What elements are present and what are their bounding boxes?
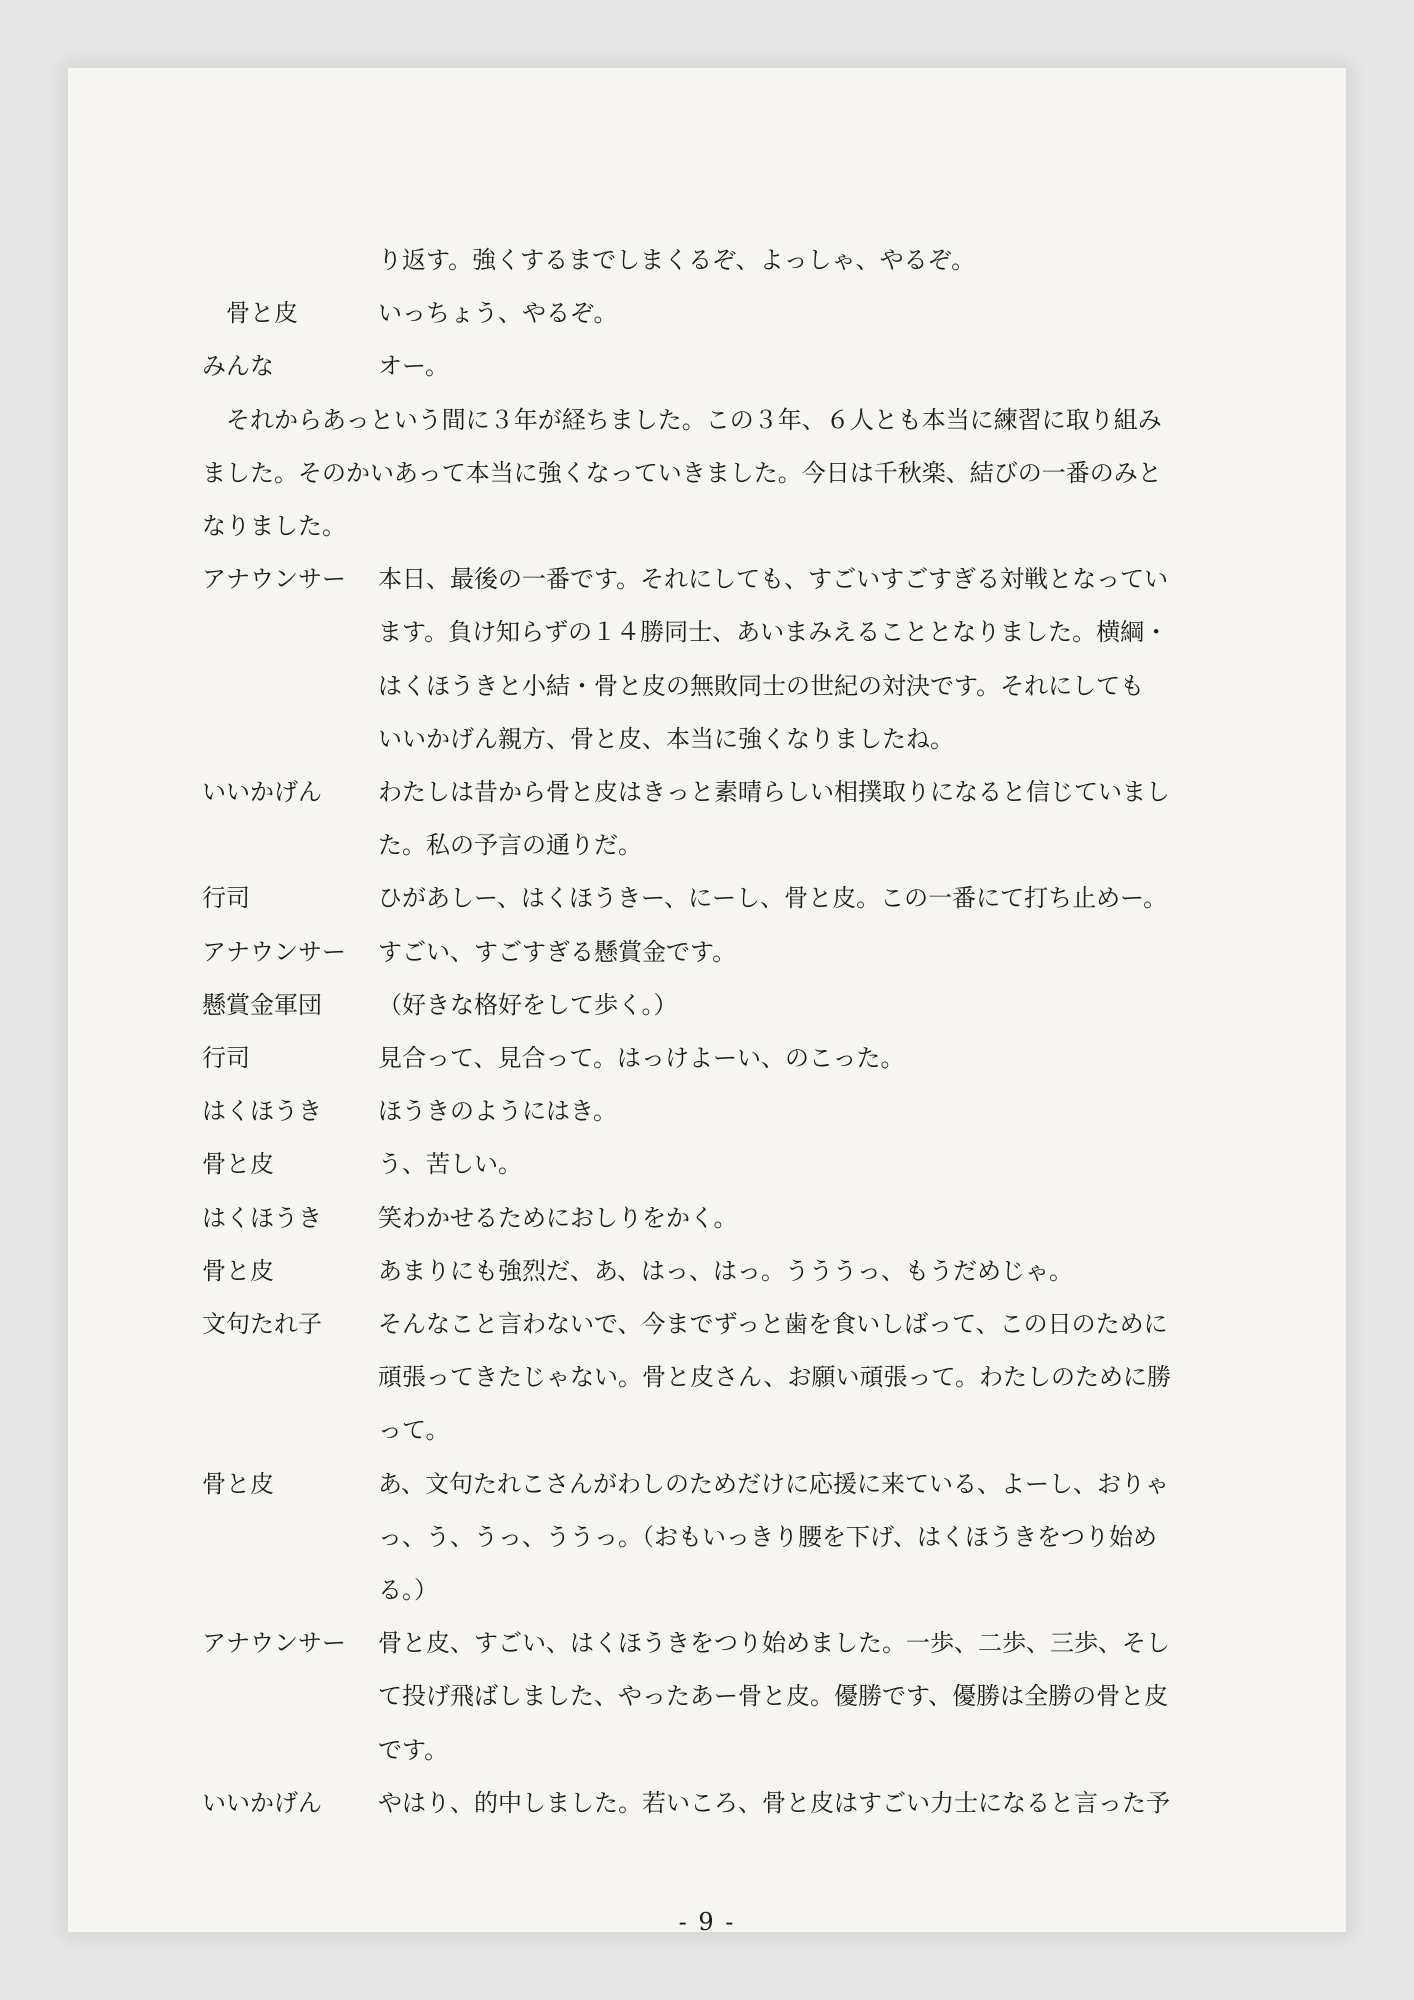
speaker-name: 文句たれ子 (202, 1310, 322, 1338)
dialogue-text: （好きな格好をして歩く。） (378, 990, 678, 1019)
dialogue-text: う、苦しい。 (378, 1150, 522, 1179)
script-line (68, 1298, 1346, 1351)
speaker-name: はくほうき (202, 1203, 322, 1232)
script-line (68, 287, 1346, 340)
speaker-name: みんな (202, 352, 274, 381)
dialogue-text: って。 (378, 1416, 450, 1445)
speaker-name: アナウンサー (202, 1629, 346, 1658)
script-line (68, 766, 1346, 819)
script-line (68, 340, 1346, 393)
script-line (68, 660, 1346, 713)
dialogue-text: いいかげん親方、骨と皮、本当に強くなりましたね。 (378, 724, 954, 753)
script-line (68, 1777, 1346, 1830)
dialogue-text: です。 (378, 1735, 449, 1764)
speaker-name: 行司 (202, 1044, 250, 1072)
speaker-name: 骨と皮 (202, 299, 298, 328)
speaker-name: いいかげん (202, 778, 322, 806)
script-line (68, 1032, 1346, 1085)
script-line (68, 394, 1346, 447)
dialogue-text: て投げ飛ばしました、やったあー骨と皮。優勝です、優勝は全勝の骨と皮 (378, 1682, 1169, 1711)
script-line (68, 1138, 1346, 1191)
script-line (68, 553, 1346, 606)
dialogue-text: やはり、的中しました。若いころ、骨と皮はすごい力士になると言った予 (378, 1788, 1170, 1817)
dialogue-text: ほうきのようにはき。 (378, 1097, 618, 1126)
script-line (68, 1245, 1346, 1298)
script-line (68, 872, 1346, 925)
speaker-name: 行司 (202, 884, 250, 913)
script-line (68, 1511, 1346, 1564)
script-line (68, 1670, 1346, 1723)
narration-text: それからあっという間に３年が経ちました。この３年、６人とも本当に練習に取り組み (202, 405, 1162, 434)
speaker-name: 骨と皮 (202, 1150, 274, 1179)
script-line (68, 1192, 1346, 1245)
narration-text: なりました。 (202, 512, 346, 540)
script-line (68, 1085, 1346, 1138)
dialogue-text: あ、文句たれこさんがわしのためだけに応援に来ている、よーし、おりゃ (378, 1469, 1170, 1498)
script-line (68, 926, 1346, 979)
page-number: - 9 - (678, 1908, 736, 1936)
script-line (68, 1564, 1346, 1617)
script-line (68, 1724, 1346, 1777)
script-line (68, 819, 1346, 872)
speaker-name: アナウンサー (202, 565, 346, 594)
dialogue-text: 笑わかせるためにおしりをかく。 (378, 1203, 738, 1232)
script-line (68, 1617, 1346, 1670)
dialogue-text: いっちょう、やるぞ。 (378, 299, 618, 328)
dialogue-text: る。） (378, 1576, 438, 1604)
script-line (68, 1404, 1346, 1457)
narration-text: ました。そのかいあって本当に強くなっていきました。今日は千秋楽、結びの一番のみと (202, 458, 1162, 487)
dialogue-text: あまりにも強烈だ、あ、はっ、はっ。うううっ、もうだめじゃ。 (378, 1256, 1074, 1285)
speaker-name: 骨と皮 (202, 1256, 274, 1285)
speaker-name: いいかげん (202, 1788, 322, 1817)
script-line (68, 447, 1346, 500)
speaker-name: アナウンサー (202, 937, 346, 966)
script-line (68, 606, 1346, 659)
dialogue-text: 頑張ってきたじゃない。骨と皮さん、お願い頑張って。わたしのために勝 (378, 1363, 1171, 1392)
script-line (68, 1458, 1346, 1511)
dialogue-text: り返す。強くするまでしまくるぞ、よっしゃ、やるぞ。 (378, 246, 976, 274)
speaker-name: 骨と皮 (202, 1469, 274, 1498)
document-page (68, 68, 1346, 1936)
script-line (68, 1351, 1346, 1404)
dialogue-text: すごい、すごすぎる懸賞金です。 (378, 937, 737, 966)
script-line (68, 500, 1346, 553)
dialogue-text: オー。 (378, 352, 450, 381)
dialogue-text: 見合って、見合って。はっけよーい、のこった。 (378, 1044, 905, 1072)
dialogue-text: そんなこと言わないで、今までずっと歯を食いしばって、この日のために (378, 1310, 1168, 1338)
script-line (68, 713, 1346, 766)
dialogue-text: ひがあしー、はくほうきー、にーし、骨と皮。この一番にて打ち止めー。 (378, 884, 1168, 913)
dialogue-text: 骨と皮、すごい、はくほうきをつり始めました。一歩、二歩、三歩、そし (378, 1629, 1170, 1658)
script-line (68, 979, 1346, 1032)
speaker-name: 懸賞金軍団 (202, 990, 322, 1019)
dialogue-text: ます。負け知らずの１４勝同士、あいまみえることとなりました。横綱・ (378, 618, 1169, 647)
dialogue-text: た。私の予言の通りだ。 (378, 831, 642, 860)
dialogue-text: 本日、最後の一番です。それにしても、すごいすごすぎる対戦となってい (378, 565, 1169, 594)
dialogue-text: っ、う、うっ、ううっ。（おもいっきり腰を下げ、はくほうきをつり始め (378, 1522, 1158, 1551)
dialogue-text: わたしは昔から骨と皮はきっと素晴らしい相撲取りになると信じていまし (378, 778, 1170, 806)
dialogue-text: はくほうきと小結・骨と皮の無敗同士の世紀の対決です。それにしても (378, 671, 1145, 700)
script-line (68, 234, 1346, 287)
speaker-name: はくほうき (202, 1097, 322, 1126)
